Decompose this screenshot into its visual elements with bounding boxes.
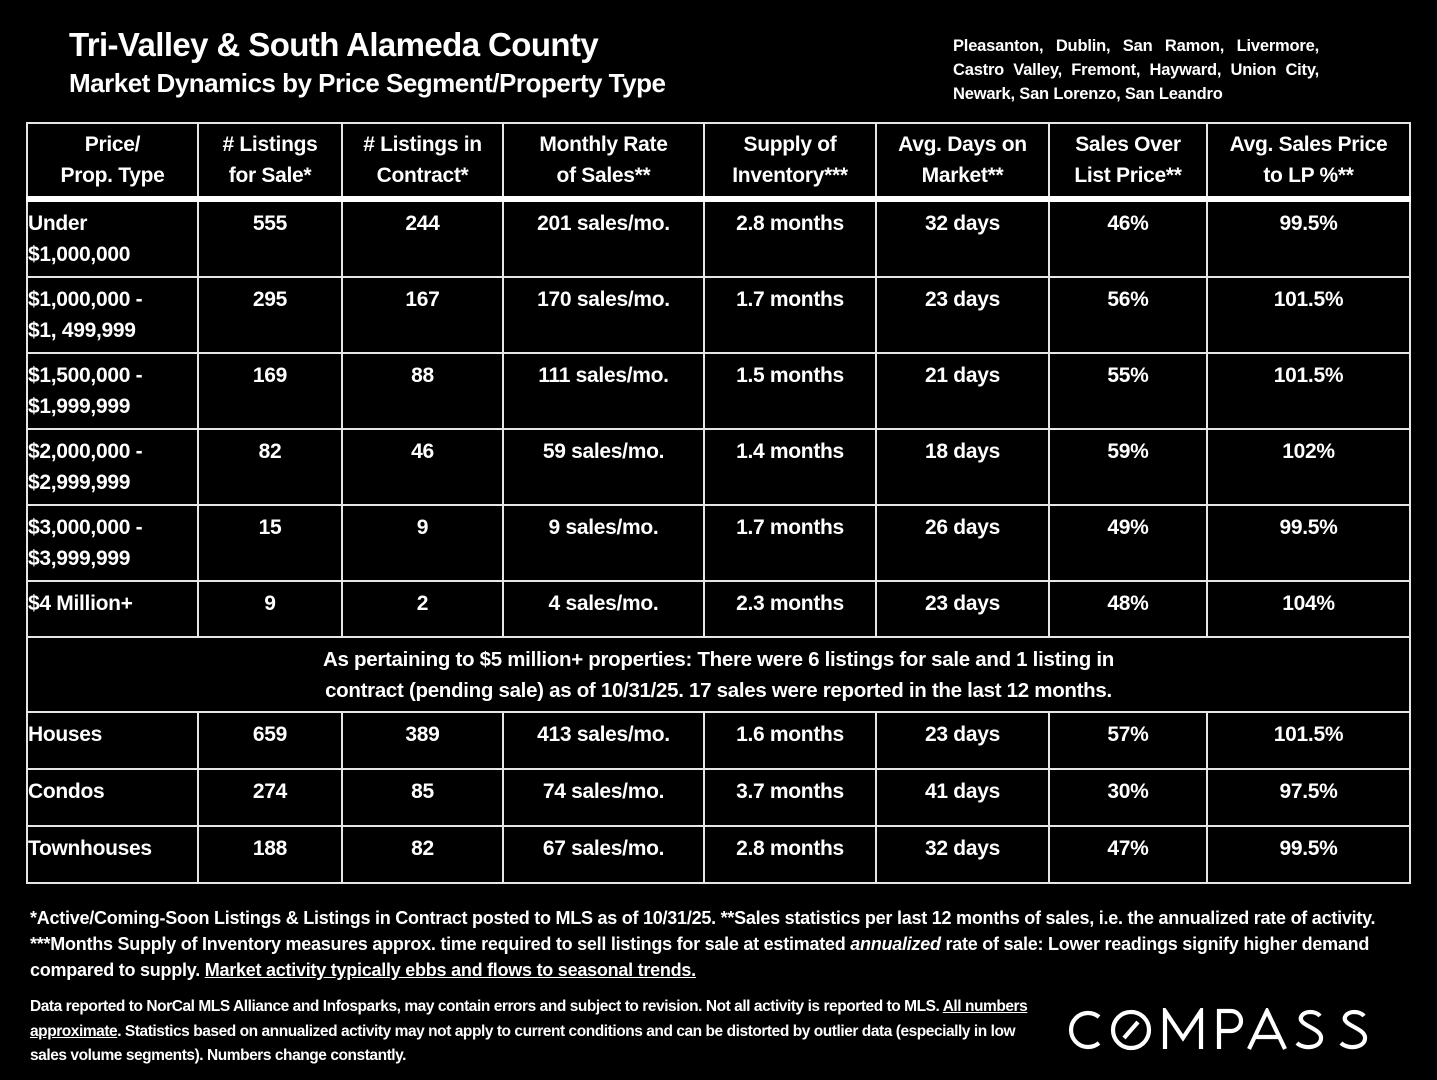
monthly-rate: 201 sales/mo. <box>503 199 704 277</box>
table-row <box>27 712 1410 769</box>
listings-for-sale: 659 <box>198 712 342 769</box>
monthly-rate: 4 sales/mo. <box>503 581 704 637</box>
table-row <box>27 199 1410 277</box>
sales-price-to-lp: 99.5% <box>1207 199 1410 277</box>
five-million-note: As pertaining to $5 million+ properties: There were 6 listings for sale and 1 listing in contract (pending sale) as of 10/31/25. 17 sales were reported in the last 12 months. <box>27 637 1410 712</box>
col-header-listings-for-sale: # Listings for Sale* <box>198 123 342 199</box>
footnote: *Active/Coming-Soon Listings & Listings in Contract posted to MLS as of 10/31/25. **Sales statistics per last 12 months of sales, i.e. the annualized rate of activity. ***Months Supply of Inventory measures approx. time required to sell listings for sale at estimated annualized rate of sale: Lower readings signify higher demand compared to supply. Market activity typically ebbs and flows to seasonal trends. <box>30 908 1376 980</box>
days-on-market: 21 days <box>876 353 1049 429</box>
monthly-rate: 74 sales/mo. <box>503 769 704 826</box>
monthly-rate: 413 sales/mo. <box>503 712 704 769</box>
table-row <box>27 505 1410 581</box>
table-row <box>27 429 1410 505</box>
footnote-emphasis: annualized <box>850 934 941 954</box>
cities-list: Pleasanton, Dublin, San Ramon, Livermore, Castro Valley, Fremont, Hayward, Union City, Newark, San Lorenzo, San Leandro <box>953 37 1319 103</box>
sales-price-to-lp: 97.5% <box>1207 769 1410 826</box>
five-million-note-row <box>27 637 1410 712</box>
sales-price-to-lp: 101.5% <box>1207 353 1410 429</box>
days-on-market: 23 days <box>876 712 1049 769</box>
monthly-rate: 59 sales/mo. <box>503 429 704 505</box>
col-header-price-type: Price/ Prop. Type <box>27 123 198 199</box>
monthly-rate: 170 sales/mo. <box>503 277 704 353</box>
listings-in-contract: 46 <box>342 429 503 505</box>
days-on-market: 32 days <box>876 826 1049 883</box>
price-segment-label: $1,500,000 - $1,999,999 <box>27 353 198 429</box>
col-header-sales-over-list: Sales Over List Price** <box>1049 123 1207 199</box>
price-segment-label: $2,000,000 - $2,999,999 <box>27 429 198 505</box>
listings-for-sale: 9 <box>198 581 342 637</box>
sales-over-list: 46% <box>1049 199 1207 277</box>
listings-in-contract: 88 <box>342 353 503 429</box>
listings-in-contract: 9 <box>342 505 503 581</box>
monthly-rate: 9 sales/mo. <box>503 505 704 581</box>
property-type-label: Townhouses <box>27 826 198 883</box>
col-header-supply: Supply of Inventory*** <box>704 123 876 199</box>
days-on-market: 18 days <box>876 429 1049 505</box>
listings-in-contract: 85 <box>342 769 503 826</box>
property-type-label: Houses <box>27 712 198 769</box>
listings-in-contract: 389 <box>342 712 503 769</box>
disclaimer-underlined: All numbers approximate <box>30 998 1028 1040</box>
days-on-market: 32 days <box>876 199 1049 277</box>
disclaimer: Data reported to NorCal MLS Alliance and Infosparks, may contain errors and subject to revision. Not all activity is reported to MLS. All numbers approximate. Statistics based on annualized activity may not apply to current conditions and can be distorted by outlier data (especially in low sales volume segments). Numbers change constantly. <box>30 998 1028 1064</box>
sales-over-list: 55% <box>1049 353 1207 429</box>
listings-for-sale: 274 <box>198 769 342 826</box>
supply: 3.7 months <box>704 769 876 826</box>
monthly-rate: 67 sales/mo. <box>503 826 704 883</box>
footnote-underlined: Market activity typically ebbs and flows to seasonal trends. <box>204 960 696 980</box>
compass-logo <box>1068 1008 1378 1052</box>
sales-over-list: 56% <box>1049 277 1207 353</box>
listings-for-sale: 169 <box>198 353 342 429</box>
market-dynamics-table <box>26 122 1411 884</box>
supply: 1.7 months <box>704 277 876 353</box>
price-segment-label: $4 Million+ <box>27 581 198 637</box>
table-row <box>27 769 1410 826</box>
supply: 1.4 months <box>704 429 876 505</box>
listings-in-contract: 2 <box>342 581 503 637</box>
page-subtitle: Market Dynamics by Price Segment/Property Type <box>69 68 666 98</box>
sales-over-list: 47% <box>1049 826 1207 883</box>
supply: 2.8 months <box>704 199 876 277</box>
sales-over-list: 30% <box>1049 769 1207 826</box>
listings-for-sale: 82 <box>198 429 342 505</box>
sales-price-to-lp: 104% <box>1207 581 1410 637</box>
table-row <box>27 826 1410 883</box>
table-row <box>27 353 1410 429</box>
listings-in-contract: 82 <box>342 826 503 883</box>
listings-for-sale: 15 <box>198 505 342 581</box>
days-on-market: 23 days <box>876 277 1049 353</box>
col-header-monthly-rate: Monthly Rate of Sales** <box>503 123 704 199</box>
page-title: Tri-Valley & South Alameda County <box>69 26 599 63</box>
sales-price-to-lp: 99.5% <box>1207 826 1410 883</box>
listings-in-contract: 244 <box>342 199 503 277</box>
days-on-market: 41 days <box>876 769 1049 826</box>
price-segment-label: Under $1,000,000 <box>27 199 198 277</box>
supply: 2.3 months <box>704 581 876 637</box>
sales-over-list: 48% <box>1049 581 1207 637</box>
supply: 2.8 months <box>704 826 876 883</box>
days-on-market: 23 days <box>876 581 1049 637</box>
supply: 1.7 months <box>704 505 876 581</box>
sales-over-list: 57% <box>1049 712 1207 769</box>
price-segment-label: $3,000,000 - $3,999,999 <box>27 505 198 581</box>
sales-price-to-lp: 99.5% <box>1207 505 1410 581</box>
col-header-days-on-market: Avg. Days on Market** <box>876 123 1049 199</box>
table-row <box>27 277 1410 353</box>
sales-over-list: 59% <box>1049 429 1207 505</box>
listings-in-contract: 167 <box>342 277 503 353</box>
price-segment-label: $1,000,000 - $1, 499,999 <box>27 277 198 353</box>
days-on-market: 26 days <box>876 505 1049 581</box>
sales-price-to-lp: 101.5% <box>1207 277 1410 353</box>
table-row <box>27 581 1410 637</box>
sales-price-to-lp: 101.5% <box>1207 712 1410 769</box>
table-header-row <box>27 123 1410 199</box>
listings-for-sale: 188 <box>198 826 342 883</box>
col-header-sales-price-to-lp: Avg. Sales Price to LP %** <box>1207 123 1410 199</box>
property-type-label: Condos <box>27 769 198 826</box>
listings-for-sale: 295 <box>198 277 342 353</box>
sales-price-to-lp: 102% <box>1207 429 1410 505</box>
supply: 1.6 months <box>704 712 876 769</box>
supply: 1.5 months <box>704 353 876 429</box>
listings-for-sale: 555 <box>198 199 342 277</box>
monthly-rate: 111 sales/mo. <box>503 353 704 429</box>
col-header-listings-in-contract: # Listings in Contract* <box>342 123 503 199</box>
sales-over-list: 49% <box>1049 505 1207 581</box>
